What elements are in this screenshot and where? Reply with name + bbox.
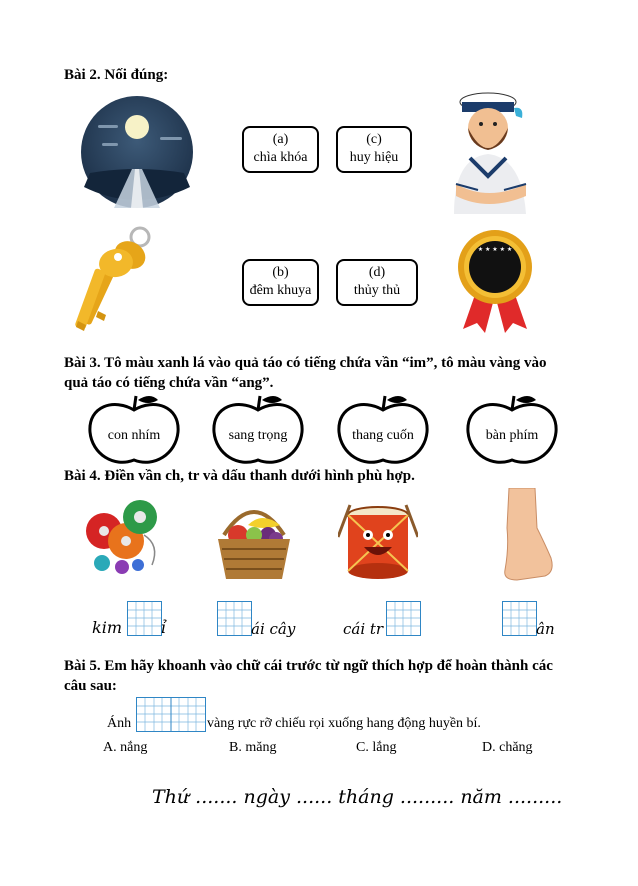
- bai3-title-line1: Bài 3. Tô màu xanh lá vào quả táo có tiếng chứa vần “im”, tô màu vàng vào: [64, 355, 547, 371]
- foot-icon: [495, 488, 555, 583]
- bai3-title-line2: quả táo có tiếng chứa vần “ang”.: [64, 375, 274, 391]
- bai4-item4-suffix: ân: [536, 620, 555, 638]
- bai4-item2-suffix: ái cây: [251, 620, 296, 638]
- option-d[interactable]: D. chăng: [482, 740, 533, 755]
- option-letter: (c): [366, 132, 382, 147]
- option-box-a[interactable]: [242, 126, 319, 173]
- bai5-title-line2: câu sau:: [64, 678, 117, 694]
- keys-icon: [72, 225, 167, 335]
- option-box-b[interactable]: [242, 259, 319, 306]
- bai2-title: Bài 2. Nối đúng:: [64, 67, 169, 83]
- option-text: huy hiệu: [349, 150, 399, 165]
- bai4-item1-prefix: kim: [92, 618, 122, 637]
- bai5-title-line1: Bài 5. Em hãy khoanh vào chữ cái trước từ ngữ thích hợp để hoàn thành các: [64, 658, 553, 674]
- option-box-d[interactable]: [336, 259, 418, 306]
- option-letter: (b): [272, 265, 289, 280]
- writing-grid[interactable]: [127, 601, 162, 636]
- apple-1[interactable]: [84, 392, 184, 467]
- apple-2[interactable]: [208, 392, 308, 467]
- sentence-end: vàng rực rỡ chiếu rọi xuống hang động huyền bí.: [207, 716, 481, 731]
- apple-4[interactable]: [462, 392, 562, 467]
- writing-grid[interactable]: [386, 601, 421, 636]
- apple-label: bàn phím: [485, 428, 539, 443]
- bai4-item1-suffix: ỉ: [161, 618, 167, 637]
- medal-icon: [455, 225, 535, 335]
- option-text: chìa khóa: [253, 150, 308, 165]
- fruit-basket-icon: [212, 495, 297, 583]
- writing-grid[interactable]: [217, 601, 252, 636]
- apple-3[interactable]: [333, 392, 433, 467]
- option-c[interactable]: C. lắng: [356, 740, 397, 755]
- option-text: thủy thủ: [353, 283, 401, 298]
- apple-label: sang trọng: [228, 428, 288, 443]
- bai4-title: Bài 4. Điền vần ch, tr và dấu thanh dưới hình phù hợp.: [64, 468, 415, 484]
- date-line: Thứ ....... ngày ...... tháng ......... năm .........: [152, 786, 563, 808]
- option-text: đêm khuya: [249, 283, 312, 298]
- option-box-c[interactable]: [336, 126, 412, 173]
- option-letter: (d): [368, 265, 386, 280]
- apple-label: con nhím: [107, 428, 161, 443]
- option-b[interactable]: B. măng: [229, 740, 277, 755]
- option-a[interactable]: A. nắng: [103, 740, 148, 755]
- writing-grid[interactable]: [502, 601, 537, 636]
- thread-spools-icon: [82, 495, 167, 580]
- answer-grid[interactable]: [136, 697, 206, 732]
- moon-night-icon: [80, 95, 195, 210]
- svg-text:★ ★ ★ ★ ★: ★ ★ ★ ★ ★: [477, 246, 513, 253]
- sentence-start: Ánh: [107, 716, 132, 731]
- apple-label: thang cuốn: [352, 428, 414, 443]
- option-letter: (a): [272, 132, 289, 147]
- sailor-icon: [448, 92, 533, 214]
- bai4-item3-prefix: cái tr: [343, 620, 384, 638]
- drum-icon: [338, 497, 418, 582]
